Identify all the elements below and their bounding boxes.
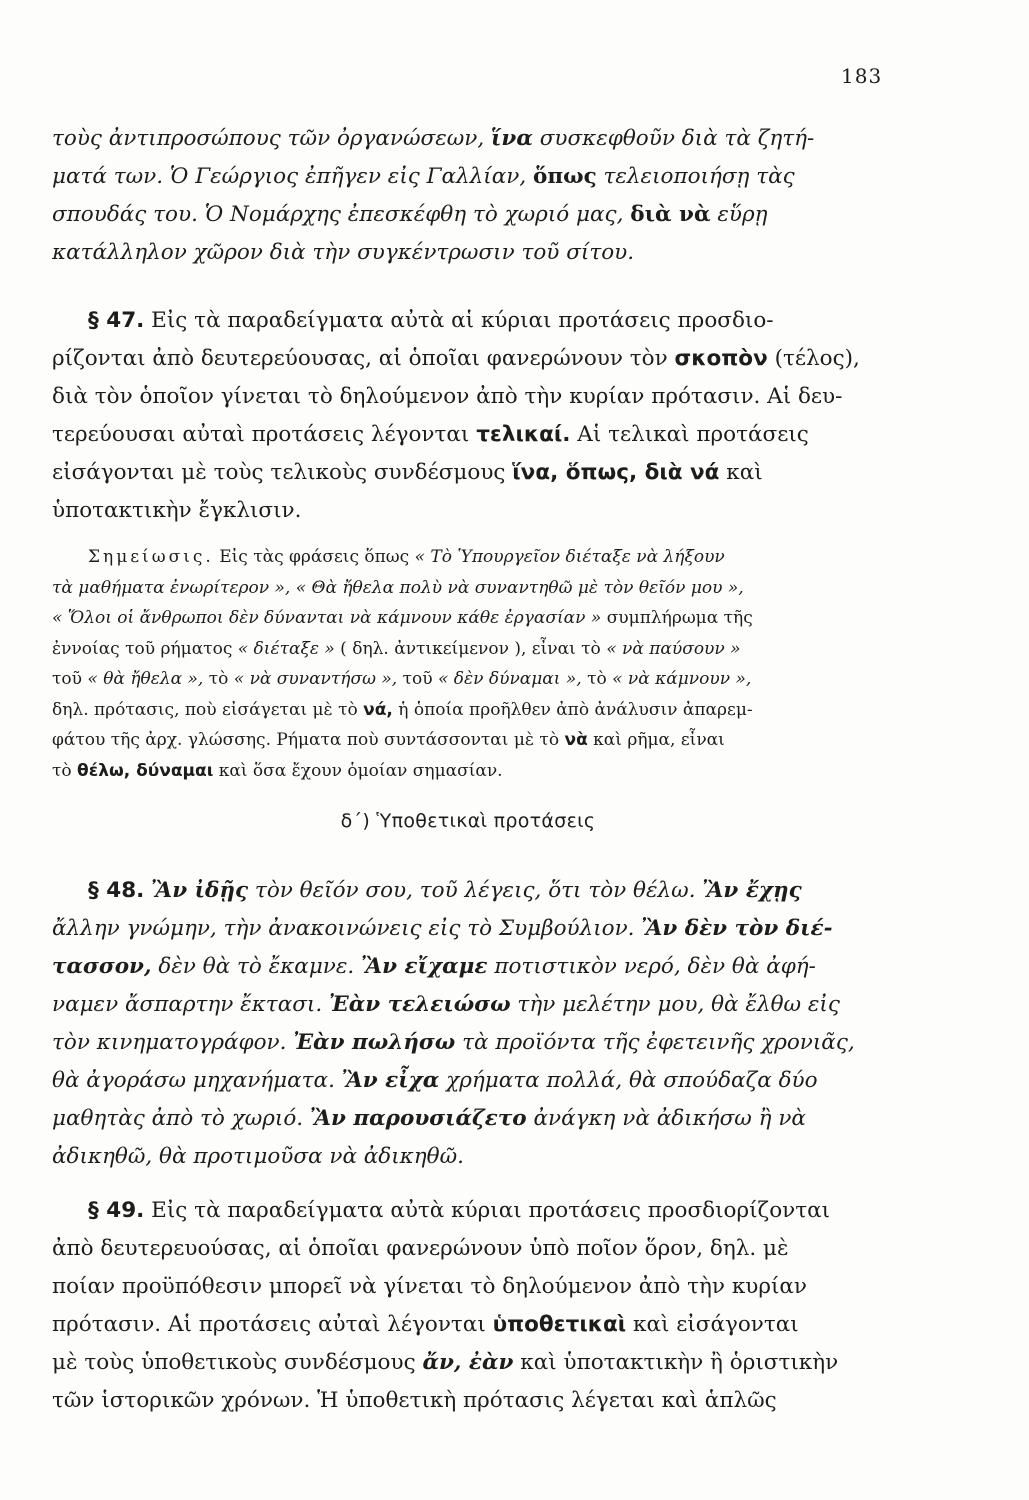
note-label: Σημείωσις.: [88, 547, 214, 567]
text-line: τὰ μαθήματα ἐνωρίτερον », « Θὰ ἤθελα πολὺ νὰ συναντηθῶ μὲ τὸν θεῖόν μου »,: [52, 577, 744, 598]
page-number: 183: [841, 64, 883, 88]
text-line: τασσον, δὲν θὰ τὸ ἔκαμνε. Ἂν εἴχαμε ποτιστικὸν νερό, δὲν θὰ ἀφή-: [52, 954, 816, 979]
text-line: ἀπὸ δευτερευούσας, αἱ ὁποῖαι φανερώνουν ὑπὸ ποῖον ὅρον, δηλ. μὲ: [52, 1236, 789, 1261]
text-line: φάτου τῆς ἀρχ. γλώσσης. Ρήματα ποὺ συντάσσονται μὲ τὸ νὰ καὶ ρῆμα, εἶναι: [52, 730, 725, 750]
text-line: ἀδικηθῶ, θὰ προτιμοῦσα νὰ ἀδικηθῶ.: [52, 1144, 464, 1169]
section-number: § 48.: [88, 878, 145, 903]
text-line: τοῦ « θὰ ἤθελα », τὸ « νὰ συναντήσω », τοῦ « δὲν δύναμαι », τὸ « νὰ κάμνουν »,: [52, 669, 752, 689]
text-line: τῶν ἱστορικῶν χρόνων. Ἡ ὑποθετικὴ πρότασις λέγεται καὶ ἁπλῶς: [52, 1388, 777, 1413]
text-line: τὸ θέλω, δύναμαι καὶ ὅσα ἔχουν ὁμοίαν σημασίαν.: [52, 760, 503, 781]
text-line: § 48. Ἂν ἰδῇς τὸν θεῖόν σου, τοῦ λέγεις, ὅτι τὸν θέλω. Ἂν ἔχῃς: [88, 878, 802, 903]
text-line: § 49. Εἰς τὰ παραδείγματα αὐτὰ κύριαι προτάσεις προσδιορίζονται: [88, 1198, 831, 1223]
text-line: ποίαν προϋπόθεσιν μπορεῖ νὰ γίνεται τὸ δηλούμενον ἀπὸ τὴν κυρίαν: [52, 1274, 807, 1299]
text-line: σπουδάς του. Ὁ Νομάρχης ἐπεσκέφθη τὸ χωριό μας, διὰ νὰ εὕρῃ: [52, 202, 768, 227]
section-number: § 47.: [88, 308, 145, 333]
text-line: εἰσάγονται μὲ τοὺς τελικοὺς συνδέσμους ἵνα, ὅπως, διὰ νά καὶ: [52, 460, 763, 485]
text-line: τερεύουσαι αὐταὶ προτάσεις λέγονται τελικαί. Αἱ τελικαὶ προτάσεις: [52, 422, 809, 447]
paragraph-49: [52, 1192, 884, 1420]
text-line: ὑποτακτικὴν ἔγκλισιν.: [52, 498, 302, 523]
text-line: τὸν κινηματογράφον. Ἐὰν πωλήσω τὰ προϊόντα τῆς ἐφετεινῆς χρονιᾶς,: [52, 1030, 855, 1055]
text-line: μὲ τοὺς ὑποθετικοὺς συνδέσμους ἄν, ἐὰν καὶ ὑποτακτικὴν ἢ ὁριστικὴν: [52, 1350, 839, 1375]
text-line: ἄλλην γνώμην, τὴν ἀνακοινώνεις εἰς τὸ Συμβούλιον. Ἂν δὲν τὸν διέ-: [52, 916, 833, 941]
note-block: [52, 542, 884, 786]
text-line: θὰ ἀγοράσω μηχανήματα. Ἂν εἶχα χρήματα πολλά, θὰ σπούδαζα δύο: [52, 1068, 818, 1093]
text-line: τοὺς ἀντιπροσώπους τῶν ὀργανώσεων, ἵνα συσκεφθοῦν διὰ τὰ ζητή-: [52, 126, 815, 151]
text-line: « Ὅλοι οἱ ἄνθρωποι δὲν δύνανται νὰ κάμνουν κάθε ἐργασίαν » συμπλήρωμα τῆς: [52, 608, 753, 628]
text-line: ναμεν ἄσπαρτην ἔκτασι. Ἐὰν τελειώσω τὴν μελέτην μου, θὰ ἔλθω εἰς: [52, 992, 840, 1017]
text-line: ρίζονται ἀπὸ δευτερεύουσας, αἱ ὁποῖαι φανερώνουν τὸν σκοπὸν (τέλος),: [52, 346, 860, 371]
paragraph-48: [52, 872, 884, 1176]
paragraph-47: [52, 302, 884, 530]
text-line: ἐννοίας τοῦ ρήματος « διέταξε » ( δηλ. ἀντικείμενον ), εἶναι τὸ « νὰ παύσουν »: [52, 638, 741, 659]
text-line: πρότασιν. Αἱ προτάσεις αὐταὶ λέγονται ὑποθετικαὶ καὶ εἰσάγονται: [52, 1312, 799, 1337]
text-line: δηλ. πρότασις, ποὺ εἰσάγεται μὲ τὸ νά, ἡ ὁποία προῆλθεν ἀπὸ ἀνάλυσιν ἀπαρεμ-: [52, 699, 753, 720]
text-line: § 47. Εἰς τὰ παραδείγματα αὐτὰ αἱ κύριαι προτάσεις προσδιο-: [88, 308, 774, 333]
text-line: Σημείωσις. Εἰς τὰς φράσεις ὅπως « Τὸ Ὑπουργεῖον διέταξε νὰ λήξουν: [88, 547, 725, 567]
text-line: ματά των. Ὁ Γεώργιος ἐπῆγεν εἰς Γαλλίαν, ὅπως τελειοποιήσῃ τὰς: [52, 164, 795, 189]
text-line: μαθητὰς ἀπὸ τὸ χωριό. Ἂν παρουσιάζετο ἀνάγκη νὰ ἀδικήσω ἢ νὰ: [52, 1106, 806, 1131]
section-number: § 49.: [88, 1198, 145, 1223]
text-line: κατάλληλον χῶρον διὰ τὴν συγκέντρωσιν τοῦ σίτου.: [52, 240, 635, 265]
section-heading: δ΄) Ὑποθετικαὶ προτάσεις: [340, 810, 596, 832]
paragraph-continuation: [52, 120, 884, 272]
text-line: διὰ τὸν ὁποῖον γίνεται τὸ δηλούμενον ἀπὸ τὴν κυρίαν πρότασιν. Αἱ δευ-: [52, 384, 843, 409]
